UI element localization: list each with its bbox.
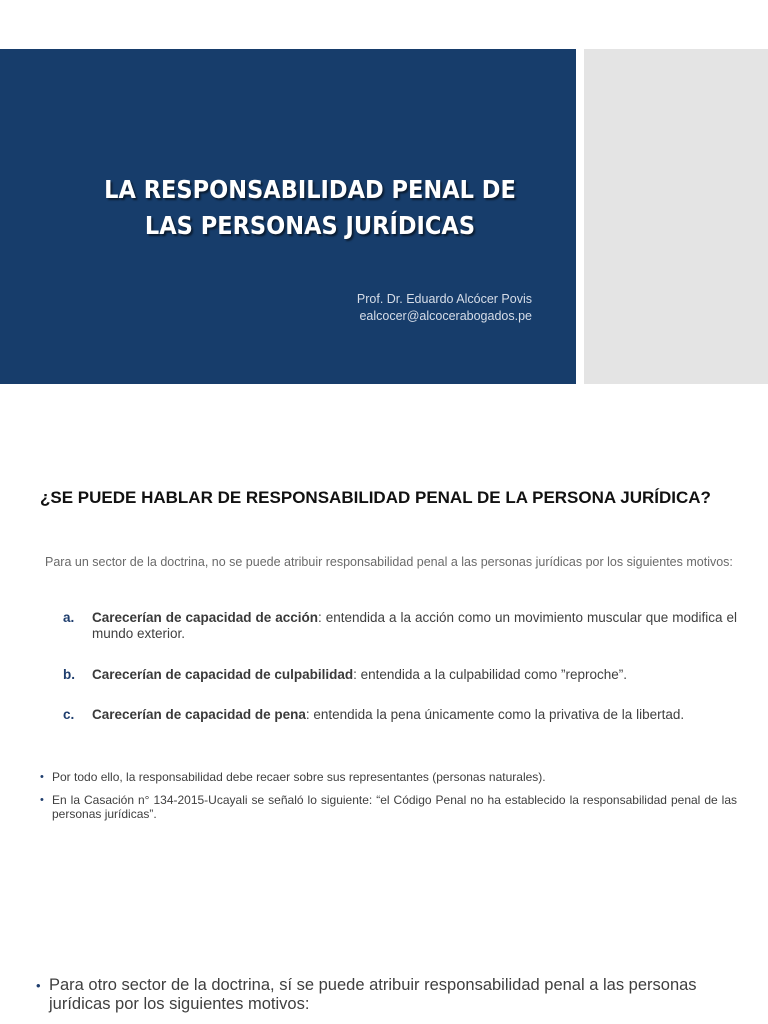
list-item-bold: Carecerían de capacidad de pena: [92, 707, 306, 722]
list-item-b: [63, 667, 737, 683]
side-gray-panel: [584, 49, 768, 384]
next-slide-bullet: [36, 976, 749, 1014]
title-line-2: LAS PERSONAS JURÍDICAS: [144, 211, 476, 240]
list-item-bold: Carecerían de capacidad de acción: [92, 610, 319, 625]
list-letter: c.: [63, 707, 75, 722]
bullet-icon: •: [36, 978, 41, 993]
intro-paragraph: Para un sector de la doctrina, no se puede atribuir responsabilidad penal a las personas jurídicas por los siguientes motivos:: [45, 555, 733, 569]
list-item-text: : entendida la pena únicamente como la privativa de la libertad.: [305, 707, 685, 722]
list-item-a: [63, 610, 737, 642]
list-item-text: : entendida a la culpabilidad como ”reproche”.: [353, 667, 628, 682]
bullet-item: • En la Casación n° 134-2015-Ucayali se señaló lo siguiente: “el Código Penal no ha establecido la responsabilidad penal de las personas jurídicas”.: [40, 793, 737, 821]
list-item-c: [63, 707, 737, 723]
bullet-list: [40, 770, 737, 830]
list-item-bold: Carecerían de capacidad de culpabilidad: [92, 667, 354, 682]
list-letter: b.: [63, 667, 75, 682]
bullet-item: • Por todo ello, la responsabilidad debe recaer sobre sus representantes (personas naturales).: [40, 770, 546, 784]
bullet-icon: •: [40, 794, 44, 806]
author-block: [357, 291, 532, 325]
author-name: Prof. Dr. Eduardo Alcócer Povis: [356, 292, 532, 306]
list-item-text: : entendida a la acción como un movimiento muscular que modifica el mundo exterior.: [92, 610, 737, 641]
bullet-icon: •: [40, 771, 44, 783]
title-line-1: LA RESPONSABILIDAD PENAL DE: [104, 175, 516, 204]
next-slide-text: Para otro sector de la doctrina, sí se puede atribuir responsabilidad penal a las personas jurídicas por los siguientes motivos:: [49, 976, 697, 1013]
slide-question-heading: ¿SE PUEDE HABLAR DE RESPONSABILIDAD PENAL DE LA PERSONA JURÍDICA?: [40, 488, 711, 507]
presentation-title: [67, 172, 553, 244]
author-email: ealcocer@alcocerabogados.pe: [359, 309, 532, 323]
list-letter: a.: [63, 610, 75, 625]
